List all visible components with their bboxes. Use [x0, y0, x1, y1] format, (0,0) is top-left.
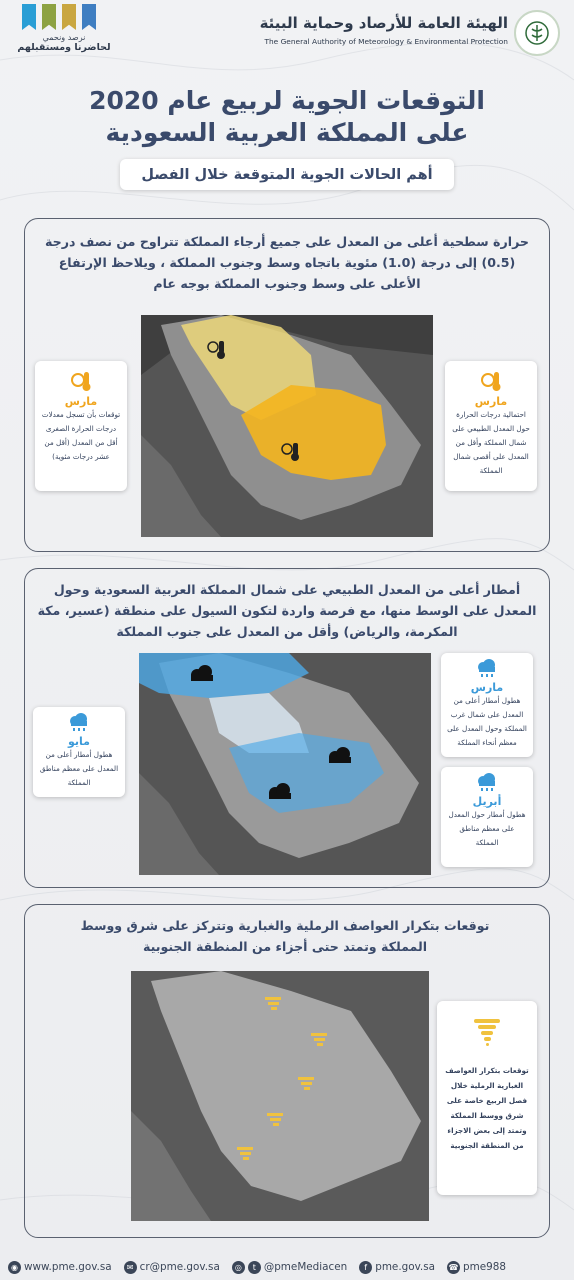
temperature-card-right-title: مارس [474, 395, 508, 408]
tornado-icon [470, 1015, 504, 1049]
pme-logo [514, 10, 560, 56]
page-title-line2: على المملكة العربية السعودية [105, 118, 469, 147]
dust-map [131, 971, 429, 1221]
footer-phone-text: pme988 [463, 1261, 506, 1273]
footer-bar [0, 1254, 574, 1280]
vision-tagline-top: نرصد ونحمي [42, 33, 86, 42]
twitter-icon: t [248, 1261, 261, 1274]
rain-card-right-top-title: مارس [470, 681, 504, 694]
rain-card-right-bottom-title: أبريل [472, 795, 502, 808]
temperature-card-right-body: احتمالية درجات الحرارة حول المعدل الطبيعي على شمال المملكة وأقل من المعدل على أقصى شمال المملكة [452, 410, 530, 475]
dust-card [437, 1001, 537, 1195]
vision-flags [22, 4, 114, 30]
footer-website[interactable] [8, 1261, 112, 1274]
temperature-card-right [445, 361, 537, 491]
rain-card-right-top-body: هطول أمطار أعلى من المعدل على شمال غرب المملكة وحول المعدل على معظم أنحاء المملكة [447, 696, 527, 747]
rain-cloud-icon [475, 659, 499, 679]
footer-email-text: cr@pme.gov.sa [139, 1261, 220, 1273]
rain-card-left-body: هطول أمطار أعلى من المعدل على معظم مناطق المملكة [39, 750, 119, 787]
thermometer-sun-icon [68, 367, 94, 393]
dust-card-body: توقعات بتكرار العواصف الغبارية الرملية خلال فصل الربيع خاصة على شرق ووسط المملكة وتمتد إلى بعض الاجزاء من المنطقة الجنوبية [445, 1066, 529, 1150]
footer-facebook-text: pme.gov.sa [375, 1261, 436, 1273]
temperature-map [141, 315, 433, 537]
rain-text: أمطار أعلى من المعدل الطبيعي على شمال المملكة العربية السعودية وحول المعدل على الوسط منها، مع فرصة واردة لتكون السيول على منطقة (عسير، مكة المكرمة، والرياض) وأقل من المعدل على جنوب المملكة [37, 582, 537, 639]
org-name-ar: الهيئة العامة للأرصاد وحماية البيئة [259, 14, 508, 32]
org-name-en: The General Authority of Meteorology & Environmental Protection [264, 37, 508, 46]
footer-social-text: @pmeMediacen [263, 1261, 348, 1273]
vision-logo [14, 4, 114, 56]
temperature-card-left-body: توقعات بأن تسجل معدلات درجات الحرارة الصغرى أقل من المعدل (أقل من عشر درجات مئوية) [41, 410, 121, 461]
phone-icon: ☎ [448, 1262, 459, 1272]
footer-email[interactable] [124, 1261, 220, 1274]
rain-card-right-bottom [441, 767, 533, 867]
vision-tagline-bottom: لحاضرنا ومستقبلهم [17, 42, 111, 53]
page-subtitle: أهم الحالات الجوية المتوقعة خلال الفصل [120, 159, 454, 190]
mail-icon: ✉ [124, 1261, 137, 1274]
rain-map [139, 653, 431, 875]
page-title-line1: التوقعات الجوية لربيع عام 2020 [89, 86, 485, 115]
footer-website-text: www.pme.gov.sa [24, 1261, 112, 1273]
instagram-icon: ◎ [232, 1261, 245, 1274]
temperature-section [24, 218, 550, 552]
footer-facebook[interactable] [359, 1261, 435, 1274]
rain-card-right-top [441, 653, 533, 757]
globe-icon: ◉ [8, 1261, 21, 1274]
dust-section [24, 904, 550, 1238]
facebook-icon: f [359, 1261, 372, 1274]
footer-social[interactable] [232, 1261, 347, 1274]
rain-card-left-title: مايو [68, 735, 90, 748]
temperature-text: حرارة سطحية أعلى من المعدل على جميع أرجاء المملكة تتراوح من نصف درجة (0.5) إلى درجة (1.0) مئوية باتجاه وسط وجنوب المملكة ، ويلاحظ الإرتفاع الأعلى على وسط وجنوب المملكة بوجه عام [45, 234, 529, 291]
rain-card-right-bottom-body: هطول أمطار حول المعدل على معظم مناطق المملكة [448, 810, 526, 847]
footer-phone[interactable] [447, 1261, 506, 1274]
temperature-card-left [35, 361, 127, 491]
rain-cloud-icon [475, 773, 499, 793]
rain-cloud-icon [67, 713, 91, 733]
rain-section [24, 568, 550, 888]
dust-text: توقعات بتكرار العواصف الرملية والغبارية وتتركز على شرق ووسط المملكة وتمتد حتى أجزاء من المنطقة الجنوبية [80, 918, 490, 954]
thermometer-sun-icon [478, 367, 504, 393]
temperature-card-left-title: مارس [64, 395, 98, 408]
rain-card-left [33, 707, 125, 797]
